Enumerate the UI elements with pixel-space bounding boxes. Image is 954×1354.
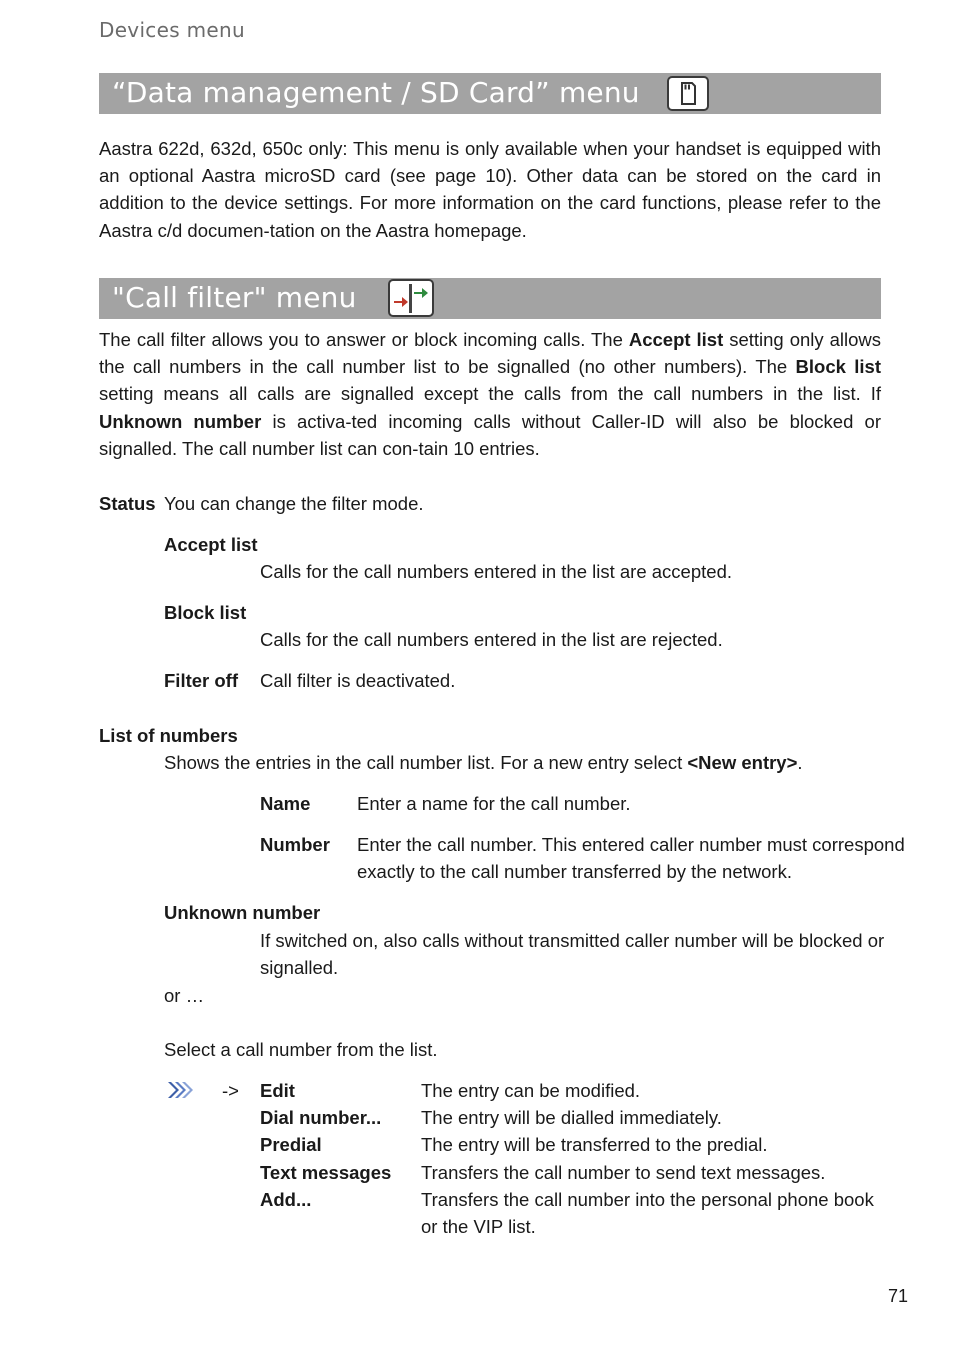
- accept-list-label: Accept list: [164, 534, 258, 555]
- sd-card-icon: [667, 76, 709, 111]
- status-label: Status: [99, 493, 156, 514]
- number-field-text-line2: exactly to the call number transferred by the network.: [357, 861, 792, 882]
- call-filter-icon: [388, 279, 434, 317]
- action-dial-number-label: Dial number...: [260, 1107, 382, 1128]
- filter-off-text: Call filter is deactivated.: [260, 670, 456, 691]
- list-of-numbers-text: Shows the entries in the call number list. For a new entry select <New entry>.: [164, 752, 803, 773]
- status-text: You can change the filter mode.: [164, 493, 424, 514]
- running-head: Devices menu: [99, 18, 245, 42]
- block-list-text: Calls for the call numbers entered in the list are rejected.: [260, 629, 723, 650]
- accept-list-text: Calls for the call numbers entered in the list are accepted.: [260, 561, 732, 582]
- arrow-text: ->: [222, 1080, 239, 1101]
- action-add-text-line2: or the VIP list.: [421, 1216, 536, 1237]
- block-list-label: Block list: [164, 602, 247, 623]
- list-of-numbers-label: List of numbers: [99, 725, 238, 746]
- select-text: Select a call number from the list.: [164, 1039, 438, 1060]
- or-text: or …: [164, 985, 205, 1006]
- sd-card-section-title: “Data management / SD Card” menu: [112, 76, 640, 109]
- unknown-number-label: Unknown number: [164, 902, 321, 923]
- call-filter-section-header: [99, 278, 881, 319]
- number-field-label: Number: [260, 834, 330, 855]
- call-filter-intro: The call filter allows you to answer or block incoming calls. The Accept list setting only allows the call numbers in the call number list to be signalled (no other numbers). The Block list setting means all calls are signalled except the calls from the call numbers in the list. If Unknown number is activa-ted incoming calls without Caller-ID will also be blocked or signalled. The call number list can con-tain 10 entries.: [99, 329, 882, 459]
- action-predial-text: The entry will be transferred to the predial.: [421, 1134, 768, 1155]
- action-text-messages-label: Text messages: [260, 1162, 392, 1183]
- sd-card-intro: Aastra 622d, 632d, 650c only: This menu is only available when your handset is equipped with an optional Aastra microSD card (see page 10). Other data can be stored on the card in addition to the device settings. For more information on the card functions, please refer to the Aastra c/d documen-tation on the Aastra homepage.: [99, 138, 881, 241]
- action-add-label: Add...: [260, 1189, 312, 1210]
- action-edit-label: Edit: [260, 1080, 295, 1101]
- number-field-text-line1: Enter the call number. This entered caller number must correspond: [357, 834, 905, 855]
- options-key-icon: [166, 1080, 196, 1105]
- action-text-messages-text: Transfers the call number to send text messages.: [421, 1162, 826, 1183]
- page-number: 71: [887, 1286, 908, 1306]
- action-predial-label: Predial: [260, 1134, 322, 1155]
- filter-off-label: Filter off: [164, 670, 238, 691]
- unknown-number-text-line2: signalled.: [260, 957, 339, 978]
- name-field-label: Name: [260, 793, 311, 814]
- action-dial-number-text: The entry will be dialled immediately.: [421, 1107, 722, 1128]
- action-add-text-line1: Transfers the call number into the personal phone book: [421, 1189, 874, 1210]
- name-field-text: Enter a name for the call number.: [357, 793, 631, 814]
- call-filter-section-title: "Call filter" menu: [112, 281, 357, 314]
- action-edit-text: The entry can be modified.: [421, 1080, 641, 1101]
- unknown-number-text-line1: If switched on, also calls without transmitted caller number will be blocked or: [260, 930, 885, 951]
- sd-card-section-header: [99, 73, 881, 114]
